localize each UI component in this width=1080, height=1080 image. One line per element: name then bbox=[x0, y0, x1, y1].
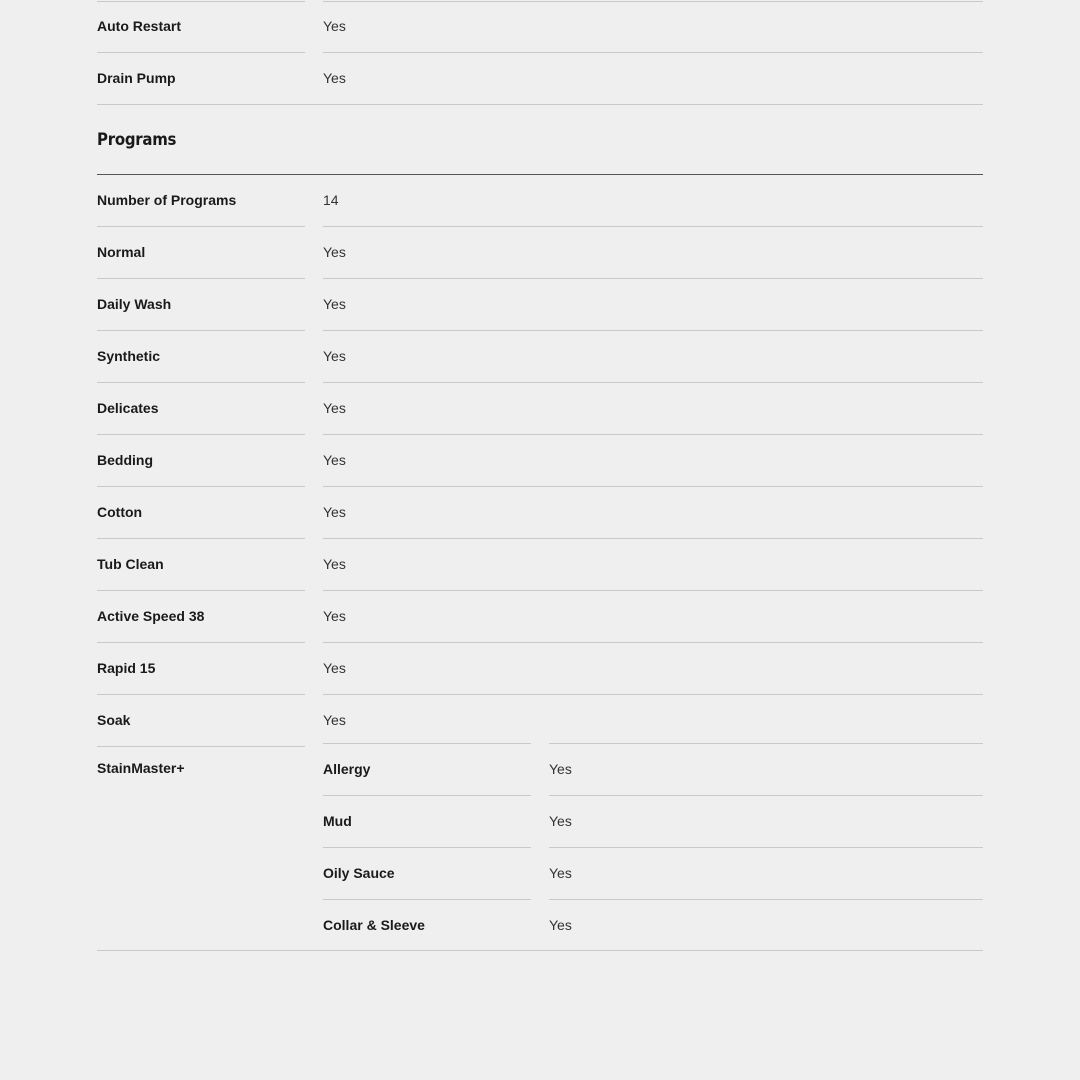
programs-group bbox=[97, 175, 983, 747]
spec-value: Yes bbox=[323, 348, 346, 364]
spec-value: Yes bbox=[323, 70, 346, 86]
spec-row-delicates bbox=[97, 383, 983, 435]
spec-value: Yes bbox=[323, 400, 346, 416]
spec-row-stainmaster bbox=[97, 743, 983, 951]
sub-label: Allergy bbox=[323, 761, 371, 777]
spec-label: Daily Wash bbox=[97, 296, 172, 312]
sub-label: Collar & Sleeve bbox=[323, 917, 425, 933]
spec-value: Yes bbox=[323, 660, 346, 676]
spec-row-tub-clean bbox=[97, 539, 983, 591]
spec-value: Yes bbox=[323, 244, 346, 260]
spec-label: Cotton bbox=[97, 504, 143, 520]
sub-value: Yes bbox=[549, 917, 572, 933]
spec-label: StainMaster+ bbox=[97, 760, 185, 776]
spec-label: Rapid 15 bbox=[97, 660, 156, 676]
spec-label: Delicates bbox=[97, 400, 159, 416]
spec-value: Yes bbox=[323, 18, 346, 34]
spec-row-number-of-programs bbox=[97, 175, 983, 227]
spec-value: Yes bbox=[323, 504, 346, 520]
spec-value: Yes bbox=[323, 712, 346, 728]
subrow-mud bbox=[323, 795, 983, 847]
section-title-programs: Programs bbox=[97, 130, 177, 150]
section-bottom-divider bbox=[97, 950, 983, 951]
spec-label: Active Speed 38 bbox=[97, 608, 205, 624]
spec-label: Auto Restart bbox=[97, 18, 182, 34]
spec-row-soak bbox=[97, 695, 983, 747]
subrow-oily-sauce bbox=[323, 847, 983, 899]
sub-value: Yes bbox=[549, 865, 572, 881]
spec-value: Yes bbox=[323, 296, 346, 312]
sub-value: Yes bbox=[549, 761, 572, 777]
spec-row-cotton bbox=[97, 487, 983, 539]
spec-row-rapid-15 bbox=[97, 643, 983, 695]
spec-row-auto-restart bbox=[97, 1, 983, 53]
sub-label: Mud bbox=[323, 813, 352, 829]
spec-label: Normal bbox=[97, 244, 146, 260]
spec-label: Drain Pump bbox=[97, 70, 176, 86]
sub-value: Yes bbox=[549, 813, 572, 829]
spec-row-active-speed-38 bbox=[97, 591, 983, 643]
spec-value: 14 bbox=[323, 192, 339, 208]
spec-row-bedding bbox=[97, 435, 983, 487]
spec-row-drain-pump bbox=[97, 53, 983, 105]
spec-value: Yes bbox=[323, 608, 346, 624]
spec-value: Yes bbox=[323, 556, 346, 572]
spec-label: Synthetic bbox=[97, 348, 161, 364]
spec-label: Number of Programs bbox=[97, 192, 237, 208]
spec-row-normal bbox=[97, 227, 983, 279]
spec-row-daily-wash bbox=[97, 279, 983, 331]
spec-label: Tub Clean bbox=[97, 556, 164, 572]
subrow-allergy bbox=[323, 743, 983, 795]
sub-label: Oily Sauce bbox=[323, 865, 395, 881]
spec-label: Bedding bbox=[97, 452, 153, 468]
spec-row-synthetic bbox=[97, 331, 983, 383]
features-tail-group bbox=[97, 1, 983, 105]
spec-label: Soak bbox=[97, 712, 131, 728]
subrow-collar-sleeve bbox=[323, 899, 983, 951]
spec-value: Yes bbox=[323, 452, 346, 468]
